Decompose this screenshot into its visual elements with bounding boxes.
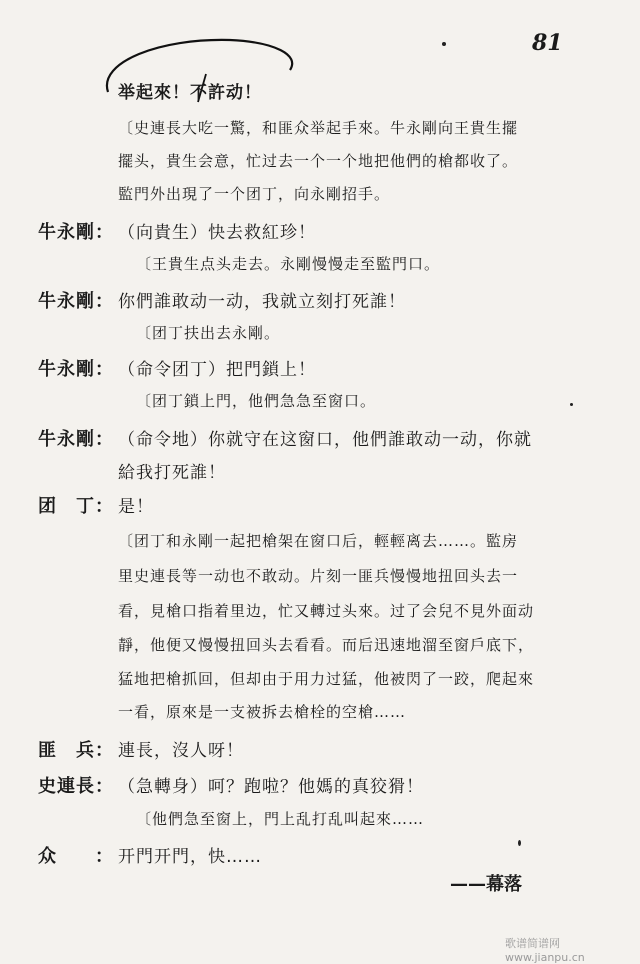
stage-direction-line: 〔他們急至窗上，門上乱打乱叫起來……	[136, 810, 425, 828]
stage-direction-line: 〔史連長大吃一驚，和匪众举起手來。牛永剛向王貴生擺	[118, 119, 519, 137]
print-speck	[442, 42, 446, 46]
stage-direction-line: 〔团丁鎖上門，他們急急至窗口。	[136, 392, 377, 410]
dialog-line: （命令地）你就守在这窗口，他們誰敢动一动，你就	[118, 430, 532, 450]
stage-direction-line: 監門外出現了一个团丁，向永剛招手。	[118, 185, 391, 203]
dialog-line: （命令团丁）把門鎖上！	[118, 360, 316, 380]
dialog-line: （急轉身）呵？跑啦？他媽的真狡猾！	[118, 777, 424, 797]
dialog-line: 你們誰敢动一动，我就立刻打死誰！	[118, 292, 406, 312]
stage-direction-line: 〔王貴生点头走去。永剛慢慢走至監門口。	[136, 255, 441, 273]
speaker-label: 匪 兵：	[38, 740, 114, 761]
page-number: 81	[532, 30, 563, 56]
stage-direction-line: 〔团丁扶出去永剛。	[136, 324, 281, 342]
speaker-label: 团 丁：	[38, 496, 114, 517]
dialog-line: 給我打死誰！	[118, 463, 226, 483]
dialog-line: 連長，沒人呀！	[118, 741, 244, 761]
stage-direction-line: 擺头，貴生会意，忙过去一个一个地把他們的槍都收了。	[118, 152, 519, 170]
scene-heading: 举起來！不許动！	[118, 83, 262, 103]
speaker-label: 牛永剛：	[38, 359, 114, 380]
stage-direction-line: 靜，他便又慢慢扭回头去看看。而后迅速地溜至窗戶底下，	[118, 636, 535, 654]
speaker-label: 牛永剛：	[38, 291, 114, 312]
dialog-line: （向貴生）快去救紅珍！	[118, 223, 316, 243]
dialog-line: 开門开門，快……	[118, 847, 262, 867]
speaker-label: 众 ：	[38, 846, 114, 867]
speaker-label: 牛永剛：	[38, 222, 114, 243]
stage-direction-line: 猛地把槍抓回，但却由于用力过猛，他被閃了一跤，爬起來	[118, 670, 535, 688]
speaker-label: 史連長：	[38, 776, 114, 797]
stage-direction-line: 〔团丁和永剛一起把槍架在窗口后，輕輕离去……。監房	[118, 532, 519, 550]
stage-direction-line: 看，見槍口指着里边，忙又轉过头來。过了会兒不見外面动	[118, 602, 535, 620]
stage-direction-line: 里史連長等一动也不敢动。片刻一匪兵慢慢地扭回头去一	[118, 567, 519, 585]
dialog-line: 是！	[118, 497, 154, 517]
curtain-fall: ——幕落	[450, 874, 522, 895]
speaker-label: 牛永剛：	[38, 429, 114, 450]
stage-direction-line: 一看，原來是一支被拆去槍栓的空槍……	[118, 703, 407, 721]
print-speck	[570, 403, 573, 406]
print-speck	[518, 840, 521, 846]
watermark: 歌谱简谱网 www.jianpu.cn	[505, 937, 585, 964]
